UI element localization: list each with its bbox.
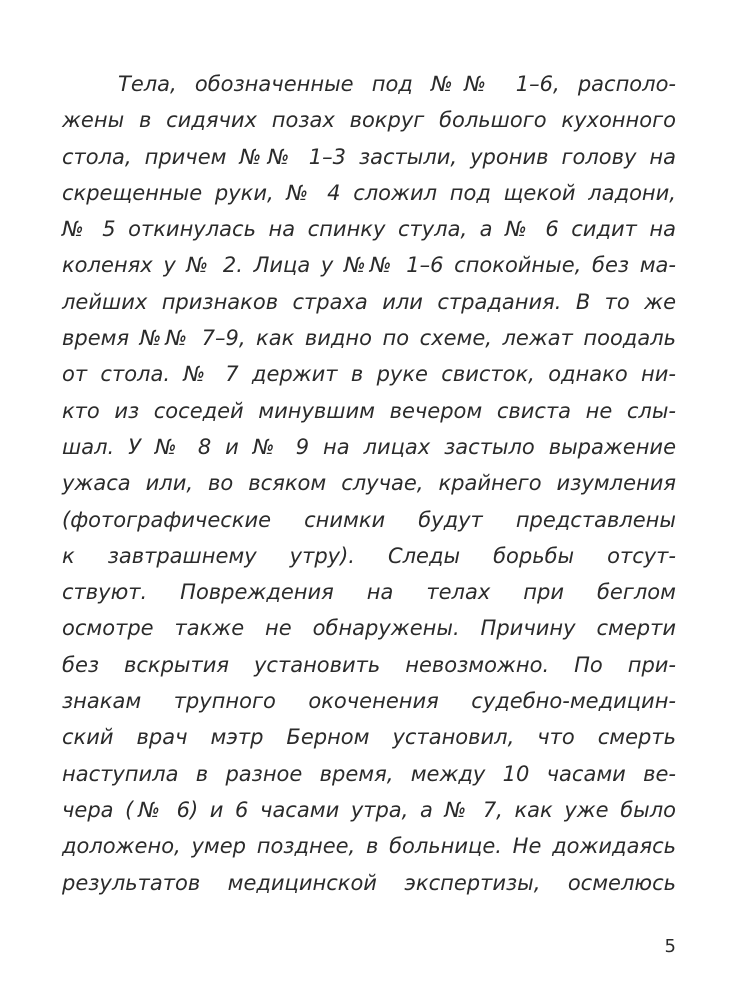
text-line: от стола. № 7 держит в руке свисток, однако ни- [62,362,676,387]
text-line: (фотографические снимки будут представлены [62,507,676,532]
text-line: шал. У № 8 и № 9 на лицах застыло выражение [62,434,676,459]
body-paragraph [62,66,676,901]
text-line: ужаса или, во всяком случае, крайнего изумления [62,471,676,496]
text-line: осмотре также не обнаружены. Причину смерти [62,616,676,641]
text-line: результатов медицинской экспертизы, осмелюсь [62,870,676,895]
text-line: скрещенные руки, № 4 сложил под щекой ладони, [62,180,676,205]
text-line: стола, причем №№ 1–3 застыли, уронив голову на [62,144,676,169]
text-line: наступила в разное время, между 10 часами ве- [62,761,676,786]
text-line: чера (№ 6) и 6 часами утра, а № 7, как уже было [62,797,676,822]
text-line: ский врач мэтр Берном установил, что смерть [62,725,676,750]
text-line: кто из соседей минувшим вечером свиста не слы- [62,398,676,423]
text-line: № 5 откинулась на спинку стула, а № 6 сидит на [62,217,676,242]
text-line: доложено, умер позднее, в больнице. Не дожидаясь [62,834,676,859]
text-line: Тела, обозначенные под №№ 1–6, располо- [118,72,676,96]
text-line: знакам трупного окоченения судебно-медицин- [62,689,676,714]
text-line: лейших признаков страха или страдания. В то же [62,289,676,314]
text-line: жены в сидячих позах вокруг большого кухонного [62,108,676,133]
text-line: время №№ 7–9, как видно по схеме, лежат поодаль [62,326,676,351]
text-line: коленях у № 2. Лица у №№ 1–6 спокойные, без ма- [62,253,676,278]
text-line: без вскрытия установить невозможно. По при- [62,652,676,677]
text-line: ствуют. Повреждения на телах при беглом [62,580,676,605]
page-number: 5 [664,936,676,957]
text-line: к завтрашнему утру). Следы борьбы отсут- [62,543,676,568]
